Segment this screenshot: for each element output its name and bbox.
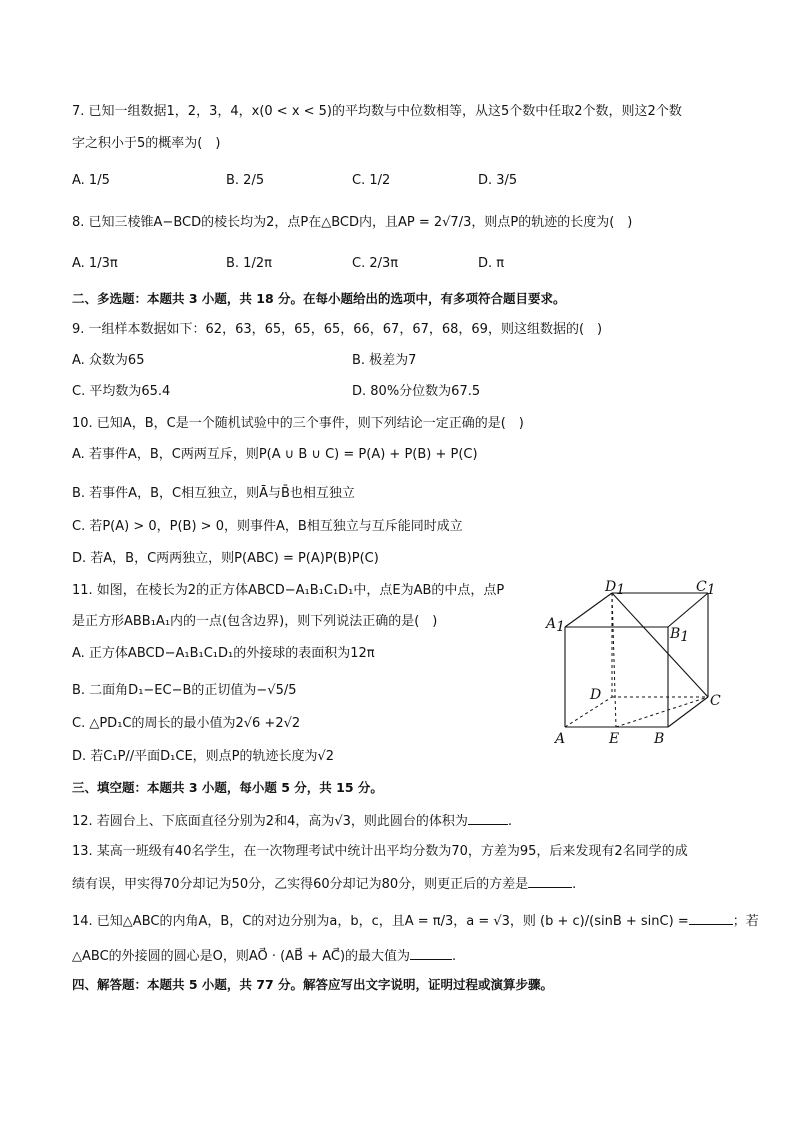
q11-option-b: B. 二面角D₁−EC−B的正切值为−√5/5 — [72, 683, 297, 698]
q14-line2 — [72, 945, 456, 967]
label-b: B — [654, 731, 665, 747]
q8-option-d: D. π — [478, 256, 505, 271]
label-c1: C1 — [696, 579, 716, 598]
label-d1: D1 — [605, 579, 626, 598]
label-a1: A1 — [546, 616, 566, 635]
q14-text-2: △ABC的外接圆的圆心是O，则AO⃗ · (AB⃗ + AC⃗)的最大值为 — [72, 949, 411, 964]
q14-answer-blank-2[interactable] — [410, 945, 452, 960]
q7-line1: 7. 已知一组数据1，2，3，4，x(0 < x < 5)的平均数与中位数相等，从这5个数中任取2个数，则这2个数 — [72, 104, 682, 119]
q12-end: . — [507, 814, 513, 829]
hidden-edge-d1-e — [612, 593, 616, 727]
q13-line1: 13. 某高一班级有40名学生，在一次物理考试中统计出平均分数为70，方差为95，后来发现有2名同学的成 — [72, 844, 688, 859]
q9-option-b: B. 极差为7 — [352, 353, 417, 368]
edge-a1-d1 — [565, 593, 612, 627]
q10-option-a: A. 若事件A，B，C两两互斥，则P(A ∪ B ∪ C) = P(A) + P(B) + P(C) — [72, 447, 478, 462]
q8-option-c: C. 2/3π — [352, 256, 399, 271]
q9-option-c: C. 平均数为65.4 — [72, 384, 171, 399]
edge-b-c — [668, 697, 708, 727]
q11-option-a: A. 正方体ABCD−A₁B₁C₁D₁的外接球的表面积为12π — [72, 646, 375, 661]
q9-option-a: A. 众数为65 — [72, 353, 145, 368]
hidden-edge-e-c — [616, 697, 708, 727]
q14-line1-end: ；若 — [732, 914, 759, 929]
q11-option-d: D. 若C₁P//平面D₁CE，则点P的轨迹长度为√2 — [72, 749, 335, 764]
q12-text: 12. 若圆台上、下底面直径分别为2和4，高为√3，则此圆台的体积为 — [72, 814, 468, 829]
q9-option-d: D. 80%分位数为67.5 — [352, 384, 481, 399]
q7-line2: 字之积小于5的概率为( ) — [72, 136, 221, 151]
label-d: D — [590, 687, 602, 703]
q13-end: . — [572, 877, 577, 892]
q9-line1: 9. 一组样本数据如下：62，63，65，65，65，66，67，67，68，69，则这组数据的( ) — [72, 322, 603, 337]
label-e: E — [609, 731, 620, 747]
q13-text: 绩有误，甲实得70分却记为50分，乙实得60分却记为80分，则更正后的方差是 — [72, 877, 529, 892]
q8-line1: 8. 已知三棱锥A−BCD的棱长均为2，点P在△BCD内，且AP = 2√7/3，则点P的轨迹的长度为( ) — [72, 215, 633, 230]
q8-option-a: A. 1/3π — [72, 256, 118, 271]
q11-option-c: C. △PD₁C的周长的最小值为2√6 +2√2 — [72, 716, 301, 731]
q14-text: 14. 已知△ABC的内角A，B，C的对边分别为a，b，c，且A = π/3，a = √3，则 (b + c)/(sinB + sinC) = — [72, 914, 689, 929]
section-solution-heading: 四、解答题：本题共 5 小题，共 77 分。解答应写出文字说明，证明过程或演算步骤。 — [72, 977, 554, 992]
q11-line1: 11. 如图，在棱长为2的正方体ABCD−A₁B₁C₁D₁中，点E为AB的中点，点P — [72, 583, 505, 598]
q7-option-c: C. 1/2 — [352, 173, 391, 188]
q14-line1 — [72, 910, 759, 932]
q7-option-b: B. 2/5 — [226, 173, 265, 188]
label-c: C — [710, 693, 721, 709]
hidden-edge-a-d — [565, 697, 612, 727]
section-fill-blank-heading: 三、填空题：本题共 3 小题，每小题 5 分，共 15 分。 — [72, 780, 383, 795]
q10-option-c: C. 若P(A) > 0，P(B) > 0，则事件A，B相互独立与互斥能同时成立 — [72, 519, 463, 534]
q11-line2: 是正方形ABB₁A₁内的一点(包含边界)，则下列说法正确的是( ) — [72, 614, 438, 629]
q8-option-b: B. 1/2π — [226, 256, 272, 271]
section-multiple-choice-heading: 二、多选题：本题共 3 小题，共 18 分。在每小题给出的选项中，有多项符合题目要求。 — [72, 291, 566, 306]
label-b1: B1 — [670, 626, 690, 645]
q10-option-d: D. 若A，B，C两两独立，则P(ABC) = P(A)P(B)P(C) — [72, 551, 379, 566]
q13-line2 — [72, 873, 576, 895]
cube-figure — [540, 575, 730, 755]
q14-answer-blank-1[interactable] — [689, 910, 733, 925]
q7-option-a: A. 1/5 — [72, 173, 110, 188]
q12-line1 — [72, 810, 512, 832]
q7-option-d: D. 3/5 — [478, 173, 518, 188]
edge-d1-c — [612, 593, 708, 697]
edge-b1-c1 — [668, 593, 708, 627]
q12-answer-blank[interactable] — [468, 810, 508, 825]
q10-line1: 10. 已知A，B，C是一个随机试验中的三个事件，则下列结论一定正确的是( ) — [72, 416, 524, 431]
label-a: A — [555, 731, 566, 747]
q13-answer-blank[interactable] — [528, 873, 572, 888]
q14-end: . — [452, 949, 457, 964]
q10-option-b: B. 若事件A，B，C相互独立，则Ā与B̄也相互独立 — [72, 486, 355, 501]
